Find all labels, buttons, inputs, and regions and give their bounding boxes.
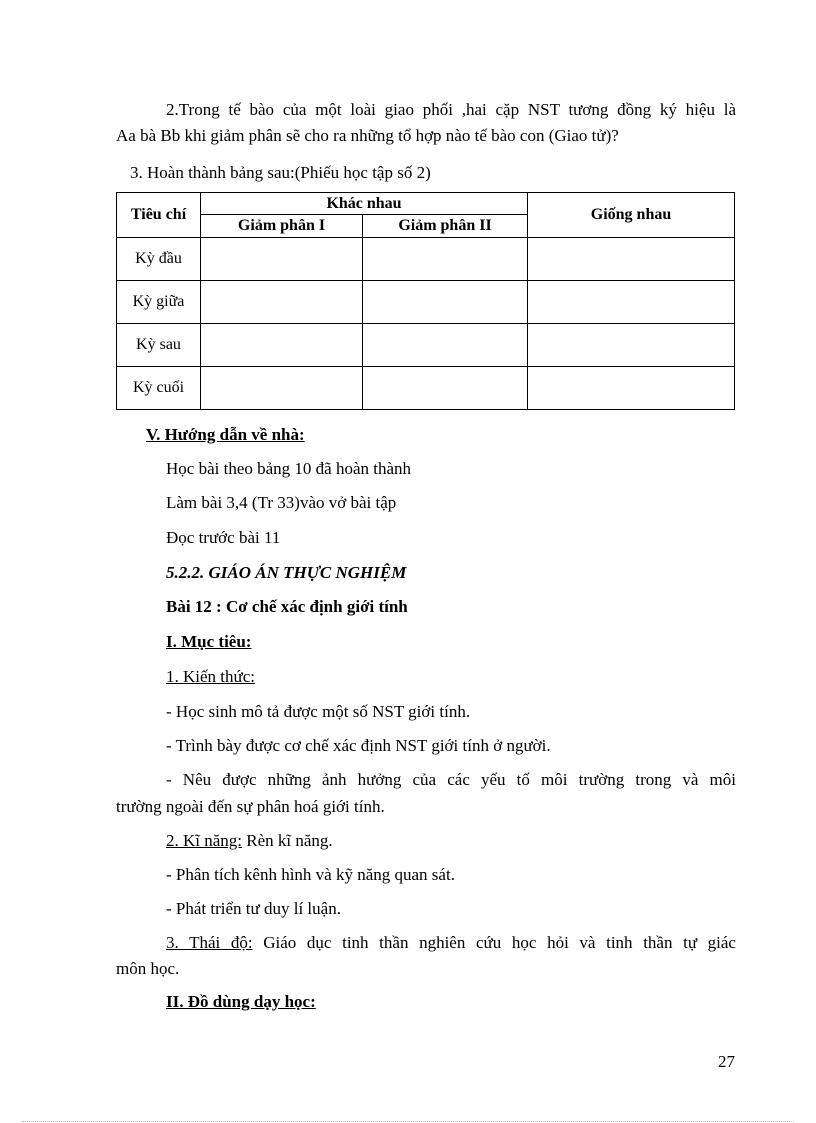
page-number: 27: [718, 1052, 735, 1071]
knowledge-item-3-line1: - Nêu được những ảnh hưởng của các yếu tố môi trường trong và môi: [166, 770, 736, 789]
table-row: [117, 324, 735, 367]
header-same: Giống nhau: [528, 193, 735, 238]
homework-item-2: Làm bài 3,4 (Tr 33)vào vở bài tập: [166, 493, 397, 512]
table-cell: [363, 238, 528, 281]
skills-title: 2. Kĩ năng:: [166, 831, 243, 850]
skills-paragraph: [166, 829, 786, 853]
row-label: Kỳ đầu: [117, 238, 201, 281]
table-cell: [201, 281, 363, 324]
homework-item-3: Đọc trước bài 11: [166, 528, 281, 547]
table-cell: [528, 281, 735, 324]
attitude-title: 3. Thái độ:: [166, 933, 253, 952]
knowledge-item-1: - Học sinh mô tả được một số NST giới tính.: [166, 702, 471, 721]
table-cell: [363, 367, 528, 410]
table-cell: [201, 238, 363, 281]
footer-divider: [22, 1121, 794, 1122]
skills-item-1: - Phân tích kênh hình và kỹ năng quan sát.: [166, 865, 455, 884]
knowledge-title: 1. Kiến thức:: [166, 667, 256, 686]
knowledge-item-2: - Trình bày được cơ chế xác định NST giới tính ở người.: [166, 736, 551, 755]
skills-item-2: - Phát triển tư duy lí luận.: [166, 899, 341, 918]
table-cell: [363, 281, 528, 324]
table-cell: [201, 324, 363, 367]
attitude-line2: môn học.: [116, 959, 180, 978]
objectives-title: I. Mục tiêu:: [166, 632, 252, 651]
question-2-line1: 2.Trong tế bào của một loài giao phối ,hai cặp NST tương đồng ký hiệu là: [166, 100, 736, 119]
section-5-title: V. Hướng dẫn về nhà:: [146, 425, 305, 444]
row-label: Kỳ cuối: [117, 367, 201, 410]
question-3: 3. Hoàn thành bảng sau:(Phiếu học tập số 2): [130, 163, 431, 182]
table-cell: [528, 367, 735, 410]
header-meiosis-1: Giảm phân I: [201, 215, 363, 238]
table-row: [117, 238, 735, 281]
row-label: Kỳ giữa: [117, 281, 201, 324]
attitude-text: Giáo dục tinh thần nghiên cứu học hỏi và tinh thần tự giác: [252, 933, 736, 952]
row-label: Kỳ sau: [117, 324, 201, 367]
table-cell: [363, 324, 528, 367]
header-meiosis-2: Giảm phân II: [363, 215, 528, 238]
table-row: [117, 281, 735, 324]
question-2-line2: Aa bà Bb khi giảm phân sẽ cho ra những tổ hợp nào tế bào con (Giao tử)?: [116, 126, 619, 145]
lesson-heading: 5.2.2. GIÁO ÁN THỰC NGHIỆM: [166, 563, 407, 582]
homework-item-1: Học bài theo bảng 10 đã hoàn thành: [166, 459, 412, 478]
header-criteria: Tiêu chí: [117, 193, 201, 238]
table-cell: [201, 367, 363, 410]
table-cell: [528, 324, 735, 367]
section-2-title: II. Đồ dùng dạy học:: [166, 992, 316, 1011]
table-row: [117, 367, 735, 410]
comparison-table: [116, 192, 735, 410]
lesson-title: Bài 12 : Cơ chế xác định giới tính: [166, 597, 408, 616]
knowledge-item-3-line2: trường ngoài đến sự phân hoá giới tính.: [116, 797, 385, 816]
table-cell: [528, 238, 735, 281]
skills-text: Rèn kĩ năng.: [242, 831, 333, 850]
attitude-line1: [116, 931, 736, 955]
header-differ: Khác nhau: [201, 193, 528, 215]
